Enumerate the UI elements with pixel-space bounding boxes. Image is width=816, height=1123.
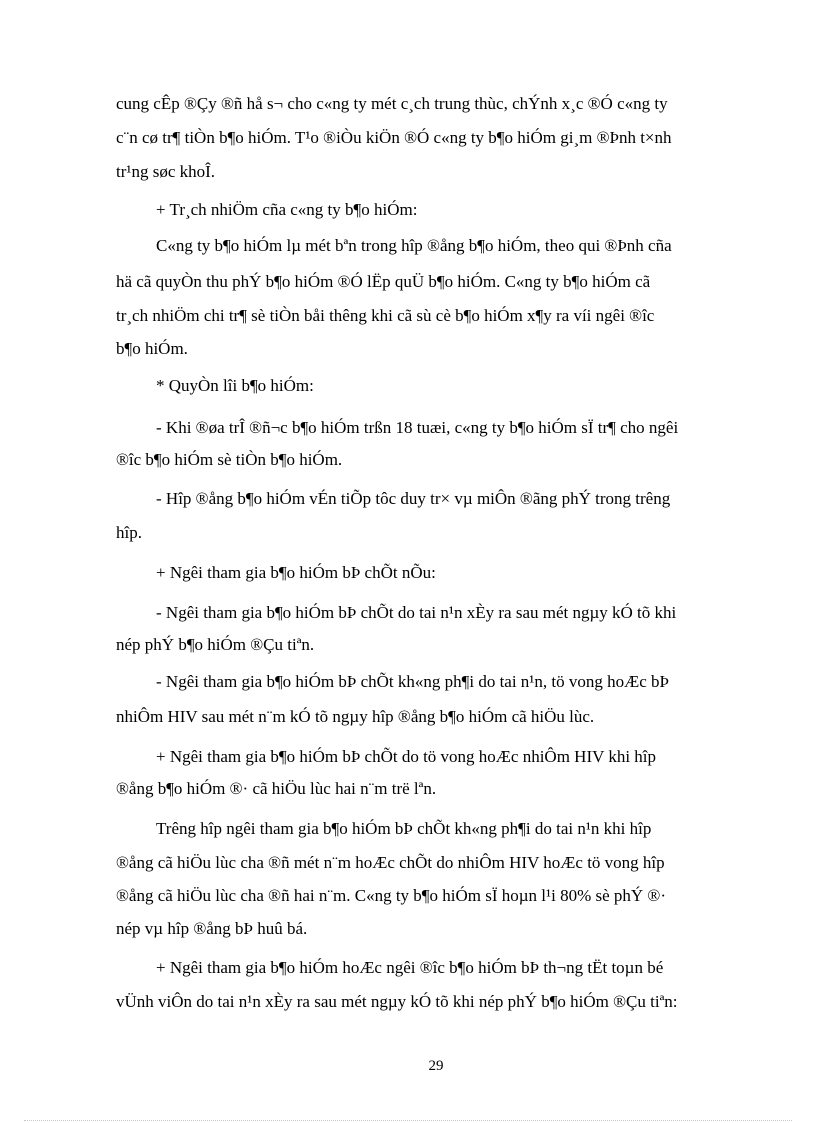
- body-text-line: b¶o hiÓm.: [116, 339, 188, 358]
- body-text-line: tr¹ng søc khoÎ.: [116, 162, 216, 181]
- body-text-line: + Ngêi tham gia b¶o hiÓm hoÆc ngêi ®îc b¶o hiÓm bÞ th¬ng tËt toµn bé: [156, 958, 664, 977]
- body-text-line: - Hîp ®ång b¶o hiÓm vÉn tiÕp tôc duy tr× vµ miÔn ®ãng phÝ trong trêng: [156, 489, 671, 508]
- body-text-line: - Ngêi tham gia b¶o hiÓm bÞ chÕt kh«ng ph¶i do tai n¹n, tö vong hoÆc bÞ: [156, 672, 669, 691]
- body-text-line: tr¸ch nhiÖm chi tr¶ sè tiÒn båi thêng khi cã sù cè b¶o hiÓm x¶y ra víi ngêi ®îc: [116, 306, 655, 325]
- body-text-line: + Ngêi tham gia b¶o hiÓm bÞ chÕt do tö vong hoÆc nhiÔm HIV khi hîp: [156, 747, 657, 766]
- section-heading-death-cases: + Ngêi tham gia b¶o hiÓm bÞ chÕt nÕu:: [156, 563, 436, 582]
- body-text-line: hîp.: [116, 523, 142, 542]
- body-text-line: nhiÔm HIV sau mét n¨m kÓ tõ ngµy hîp ®ång b¶o hiÓm cã hiÖu lùc.: [116, 707, 595, 726]
- body-text-line: nép vµ hîp ®ång bÞ huû bá.: [116, 919, 308, 938]
- body-text-line: nép phÝ b¶o hiÓm ®Çu tiªn.: [116, 635, 315, 654]
- body-text-line: - Khi ®øa trÎ ®ñ¬c b¶o hiÓm trßn 18 tuæi, c«ng ty b¶o hiÓm sÏ tr¶ cho ngêi: [156, 418, 679, 437]
- body-text-line: ®ång cã hiÖu lùc cha ®ñ hai n¨m. C«ng ty b¶o hiÓm sÏ hoµn l¹i 80% sè phÝ ®·: [116, 886, 667, 905]
- body-text-line: hä cã quyÒn thu phÝ b¶o hiÓm ®Ó lËp quÜ b¶o hiÓm. C«ng ty b¶o hiÓm cã: [116, 272, 651, 291]
- body-text-line: ®ång b¶o hiÓm ®· cã hiÖu lùc hai n¨m trë lªn.: [116, 779, 437, 798]
- page-bottom-divider: [24, 1120, 792, 1121]
- section-heading-insurance-benefits: * QuyÒn lîi b¶o hiÓm:: [156, 376, 314, 395]
- body-text-line: ®ång cã hiÖu lùc cha ®ñ mét n¨m hoÆc chÕt do nhiÔm HIV hoÆc tö vong hîp: [116, 853, 665, 872]
- body-text-line: c¨n cø tr¶ tiÒn b¶o hiÓm. T¹o ®iÒu kiÖn ®Ó c«ng ty b¶o hiÓm gi¸m ®Þnh t×nh: [116, 128, 672, 147]
- page-number: 29: [428, 1058, 444, 1074]
- body-text-line: Trêng hîp ngêi tham gia b¶o hiÓm bÞ chÕt kh«ng ph¶i do tai n¹n khi hîp: [156, 819, 652, 838]
- body-text-line: vÜnh viÔn do tai n¹n xÈy ra sau mét ngµy kÓ tõ khi nép phÝ b¶o hiÓm ®Çu tiªn:: [116, 992, 678, 1011]
- body-text-line: cung cÊp ®Çy ®ñ hå s¬ cho c«ng ty mét c¸ch trung thùc, chÝnh x¸c ®Ó c«ng ty: [116, 94, 668, 113]
- section-heading-insurer-responsibility: + Tr¸ch nhiÖm cña c«ng ty b¶o hiÓm:: [156, 200, 418, 219]
- body-text-line: C«ng ty b¶o hiÓm lµ mét bªn trong hîp ®ång b¶o hiÓm, theo qui ®Þnh cña: [156, 236, 672, 255]
- body-text-line: ®îc b¶o hiÓm sè tiÒn b¶o hiÓm.: [116, 450, 343, 469]
- body-text-line: - Ngêi tham gia b¶o hiÓm bÞ chÕt do tai n¹n xÈy ra sau mét ngµy kÓ tõ khi: [156, 603, 677, 622]
